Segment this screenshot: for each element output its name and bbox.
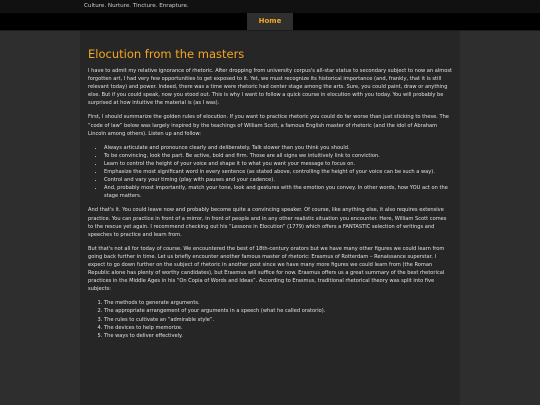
article-paragraph-2: First, I should summarize the golden rules of elocution. If you want to practice rhetoric you could do far worse than just sticking to these. The “code of law” below was largely inspired by the teachings of William Scott, a famous English master of rhetoric (and the idol of Abraham Lincoln among others). Listen up and follow: [88,114,449,137]
list-item: • Always articulate and pronounce clearly and deliberately. Talk slower than you think you should. [104,144,452,152]
article-paragraph-3: And that's it. You could leave now and probably become quite a convincing speaker. Of course, like anything else, it also requires extensive practice. You can practice in front of a mirror, in front of people and in any other realistic situation you encounter. Here, William Scott comes to the rescue yet again. I recommend checking out his “Lessons in Elocution” (1779) which offers a FANTASTIC selection of writings and speeches to practice and learn from. [88,207,447,238]
article-paragraph-4: But that's not all for today of course. We encountered the best of 18th-century orators but we have many other figures we could learn from going back further in time. Let us briefly encounter another famous master of rhetoric: Erasmus of Rotterdam – Renaissance superstar. I expect to go down further on the subject of rhetoric in another post since we have many more figures we could learn from (the Roman Republic alone has plenty of worthy candidates), but Erasmus will suffice for now. Erasmus offers us a great summary of the best rhetorical practices in the Middle Ages in his “On Copia of Words and Ideas”. According to Erasmus, traditional rhetorical theory was split into five subjects: [88,245,445,293]
nav-home-link[interactable]: Home [247,13,294,30]
main-navigation [0,13,540,31]
rhetoric-subjects-list [88,299,452,339]
list-item: • Learn to control the height of your voice and shape it to what you want your message to focus on. [104,160,452,168]
list-item: 1. The methods to generate arguments. [104,299,452,307]
article-content [80,31,460,340]
list-item: 5. The ways to deliver effectively. [104,332,452,340]
elocution-rules-list [88,144,452,201]
article-container [80,31,460,405]
list-item: • Control and vary your timing (play with pauses and your cadence). [104,176,452,184]
list-item: • Emphasize the most significant word in every sentence (as stated above, controlling the height of your voice can be such a way). [104,168,452,176]
list-item: 2. The appropriate arrangement of your arguments in a speech (what he called oratorio). [104,307,452,315]
list-item: 3. The rules to cultivate an “admirable style”. [104,316,452,324]
list-item: • To be convincing, look the part. Be active, bold and firm. Those are all signs we intuitively link to conviction. [104,152,452,160]
article-title: Elocution from the masters [88,47,245,61]
list-item: 4. The devices to help memorize. [104,324,452,332]
list-item: • And, probably most importantly, match your tone, look and gestures with the emotion you convey. In other words, how YOU act on the stage matters. [104,184,452,200]
article-paragraph-1: I have to admit my relative ignorance of rhetoric. After dropping from university corpus's all-star status to secondary subject to now an almost forgotten art, I had very few opportunities to get exposed to it. Yet, we must recognize its historical importance (and, frankly, that it is still relevant today) and power. Indeed, there was a time were rhetoric had center stage among the arts. Sure, you could paint, draw or anything else. But if you could speak, now you stood out. This is why I want to follow a quick course in elocution with you today. You will probably be surprised at how intuitive the material is (as I was). [88,68,453,107]
site-tagline: Culture. Nurture. Tincture. Enrapture. [84,3,189,9]
top-bar [0,0,540,13]
